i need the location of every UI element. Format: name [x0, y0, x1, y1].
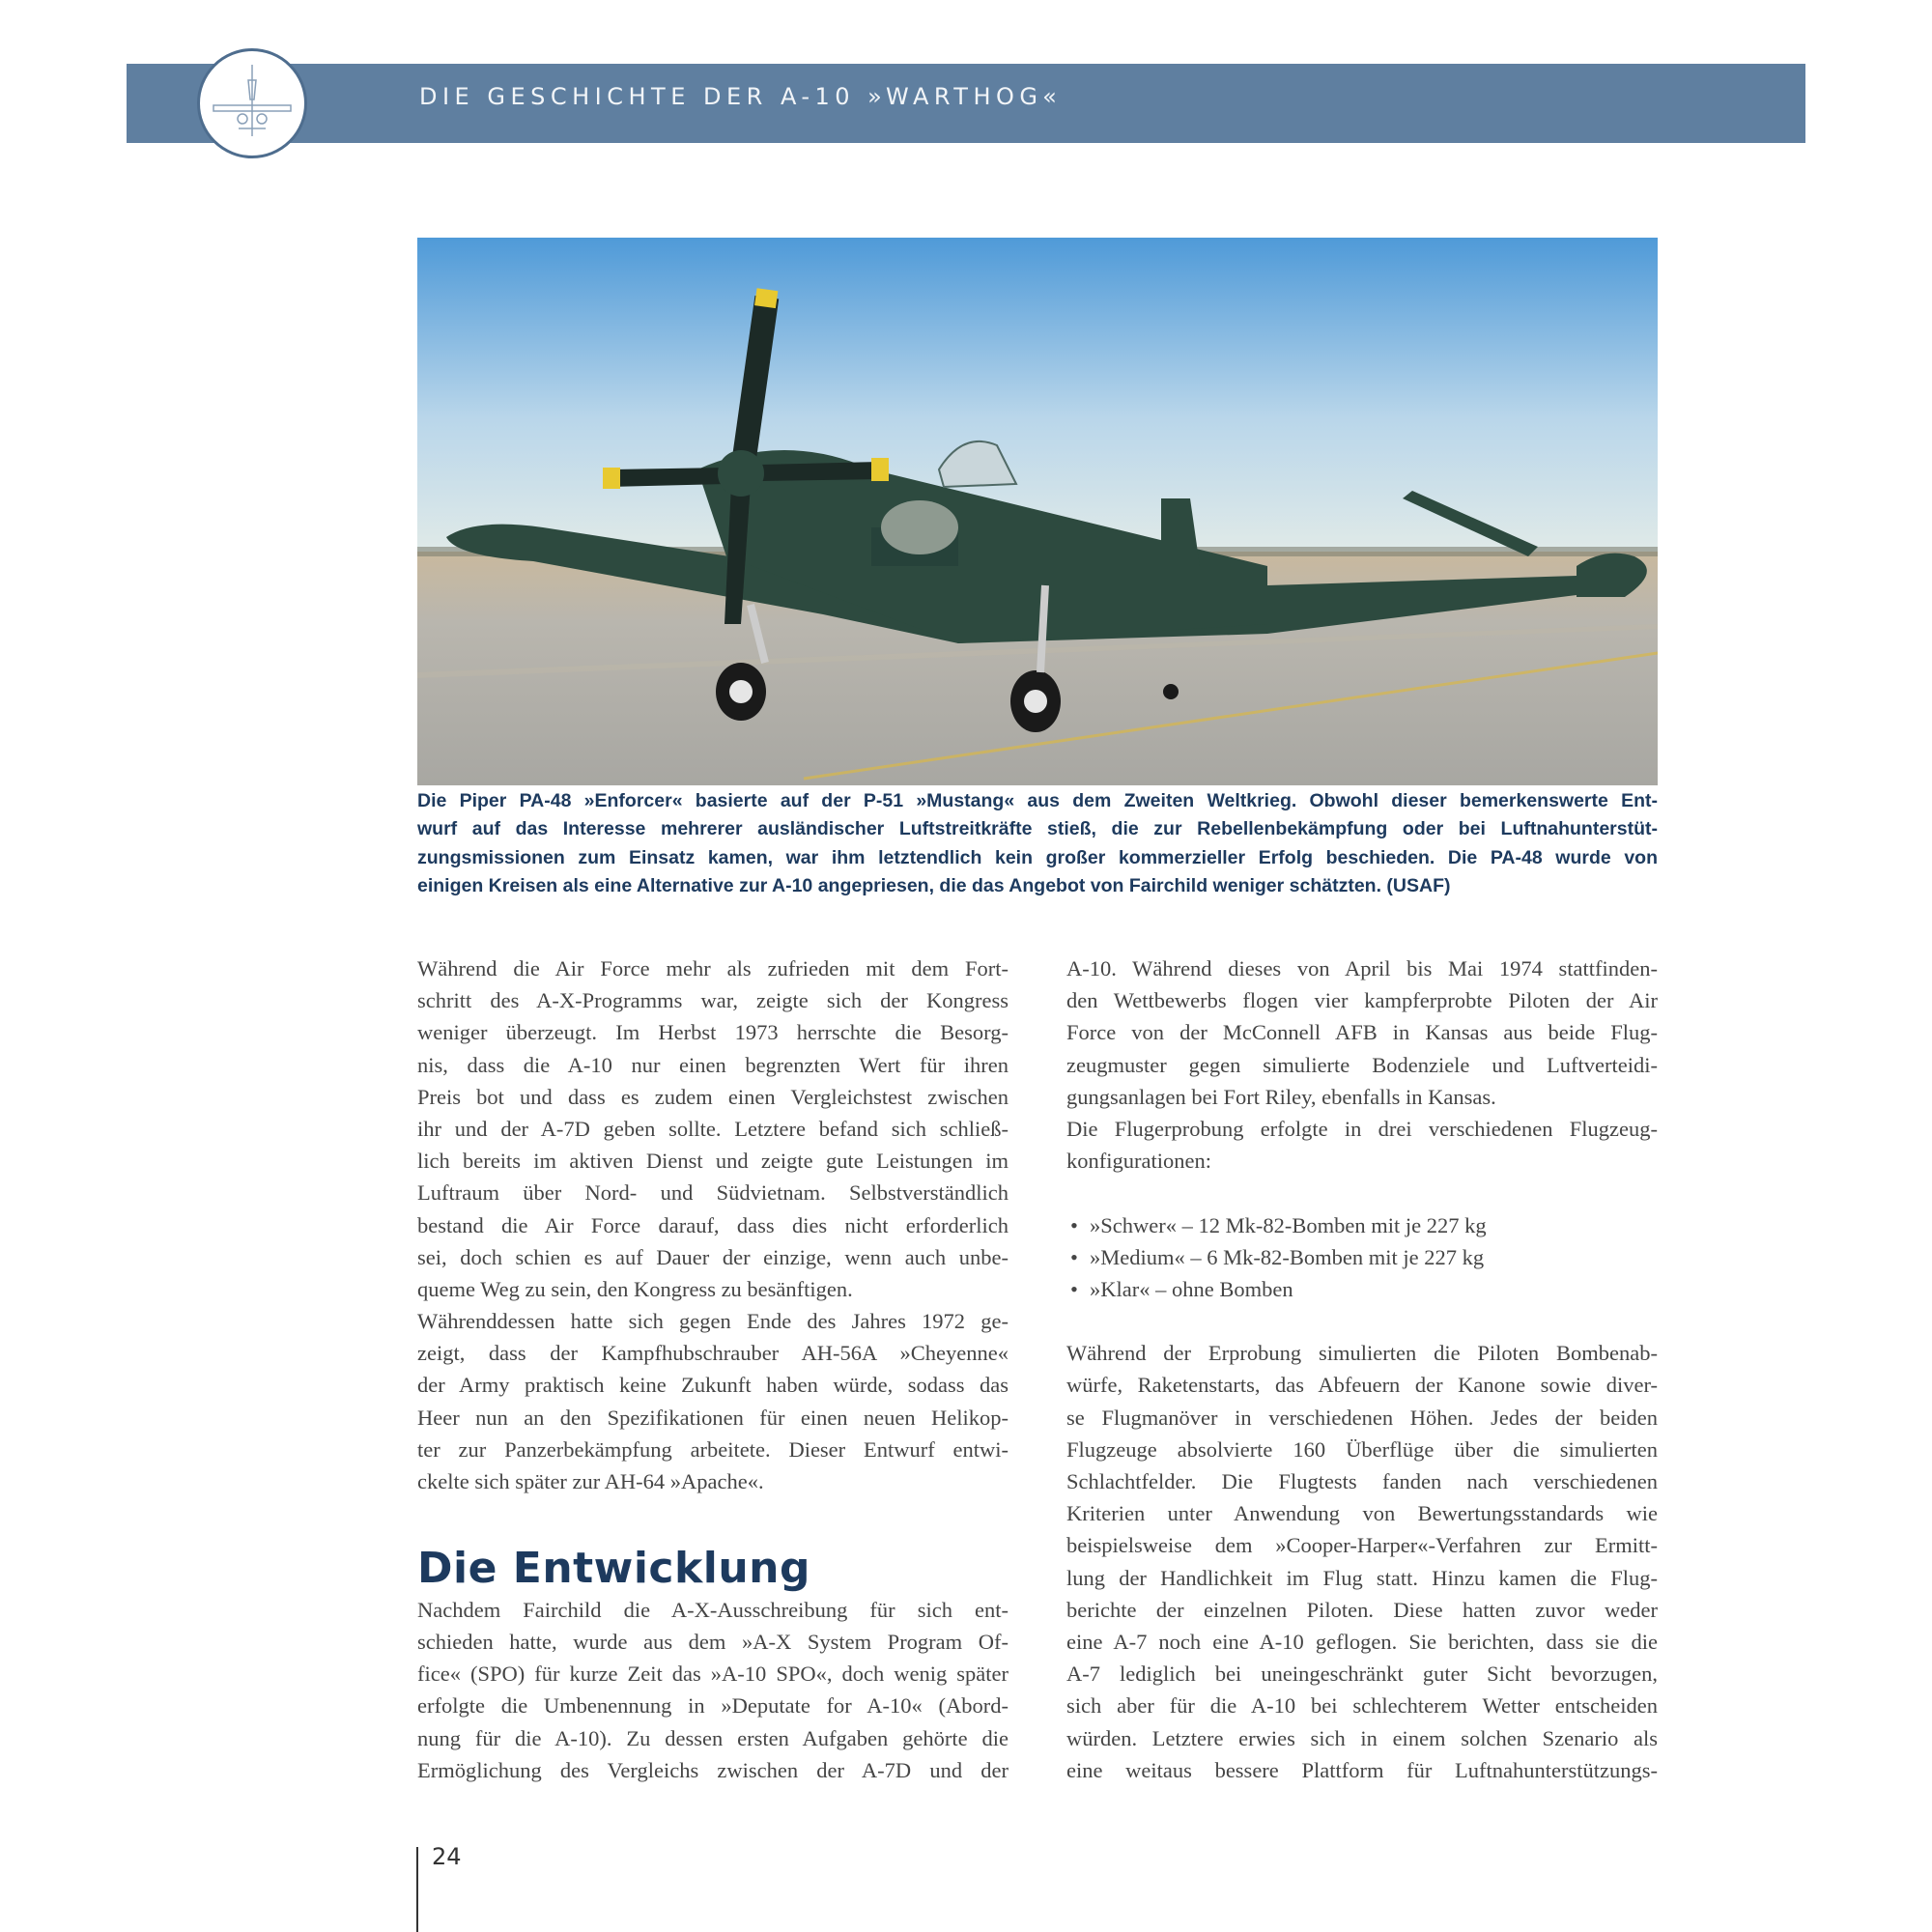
- caption-line: zungsmissionen zum Einsatz kamen, war ihm letztendlich kein großer kommerzieller Erfolg beschieden. Die PA-48 wurde von: [417, 846, 1658, 868]
- body-text-line: Währenddessen hatte sich gegen Ende des Jahres 1972 ge-: [417, 1309, 1009, 1334]
- a10-aircraft-emblem-icon: [197, 48, 307, 158]
- body-text-line: lich bereits im aktiven Dienst und zeigte gute Leistungen im: [417, 1149, 1009, 1174]
- body-text-line: Ermöglichung des Vergleichs zwischen der A-7D und der: [417, 1757, 1009, 1782]
- bullet-icon: •: [1070, 1276, 1078, 1301]
- body-text-line: beispielsweise dem »Cooper-Harper«-Verfahren zur Ermitt-: [1066, 1533, 1658, 1558]
- body-text-line: A-10. Während dieses von April bis Mai 1974 stattfinden-: [1066, 956, 1658, 980]
- body-text-line: Während die Air Force mehr als zufrieden mit dem Fort-: [417, 956, 1009, 980]
- body-text-line: lung der Handlichkeit im Flug statt. Hinzu kamen die Flug-: [1066, 1565, 1658, 1590]
- bullet-text: »Medium« – 6 Mk-82-Bomben mit je 227 kg: [1090, 1244, 1485, 1269]
- body-text-line: sei, doch schien es auf Dauer der einzige, wenn auch unbe-: [417, 1244, 1009, 1269]
- body-text-line: [1066, 1305, 1658, 1337]
- body-text-line: eine A-7 noch eine A-10 geflogen. Sie berichten, dass sie die: [1066, 1629, 1658, 1654]
- body-text-line: würfe, Raketenstarts, das Abfeuern der Kanone sowie diver-: [1066, 1373, 1658, 1398]
- body-text-line: bestand die Air Force darauf, dass dies nicht erforderlich: [417, 1212, 1009, 1237]
- piper-pa48-enforcer-photo: [417, 238, 1658, 785]
- section-heading: Die Entwicklung: [417, 1544, 810, 1593]
- body-text-line: Kriterien unter Anwendung von Bewertungsstandards wie: [1066, 1501, 1658, 1526]
- photo-caption: [417, 787, 1658, 900]
- body-text-line: A-7 lediglich bei uneingeschränkt guter Sicht bevorzugen,: [1066, 1662, 1658, 1687]
- bullet-list-item: [1066, 1209, 1658, 1241]
- body-text-line: gungsanlagen bei Fort Riley, ebenfalls in Kansas.: [1066, 1084, 1496, 1109]
- bullet-text: »Klar« – ohne Bomben: [1090, 1276, 1293, 1301]
- body-text-line: fice« (SPO) für kurze Zeit das »A-10 SPO«, doch wenig später: [417, 1662, 1009, 1687]
- caption-line: wurf auf das Interesse mehrerer ausländischer Luftstreitkräfte stieß, die zur Rebellenbekämpfung oder bei Luftnahunterstüt-: [417, 818, 1658, 840]
- body-text-line: der Army praktisch keine Zukunft haben würde, sodass das: [417, 1373, 1009, 1398]
- body-text-line: zeugmuster gegen simulierte Bodenziele und Luftverteidi-: [1066, 1052, 1658, 1077]
- body-text-line: se Flugmanöver in verschiedenen Höhen. Jedes der beiden: [1066, 1405, 1658, 1430]
- body-text-line: Die Flugerprobung erfolgte in drei verschiedenen Flugzeug-: [1066, 1116, 1658, 1141]
- body-text-line: ihr und der A-7D geben sollte. Letztere befand sich schließ-: [417, 1116, 1009, 1141]
- bullet-icon: •: [1070, 1244, 1078, 1269]
- caption-line: einigen Kreisen als eine Alternative zur A-10 angepriesen, die das Angebot von Fairchild weniger schätzten. (USAF): [417, 874, 1451, 896]
- body-text-line: queme Weg zu sein, den Kongress zu besänftigen.: [417, 1276, 853, 1301]
- body-text-line: [1066, 1177, 1658, 1208]
- body-text-line: Luftraum über Nord- und Südvietnam. Selbstverständlich: [417, 1180, 1009, 1206]
- body-text-line: nis, dass die A-10 nur einen begrenzten Wert für ihren: [417, 1052, 1009, 1077]
- bullet-list-item: [1066, 1241, 1658, 1273]
- bullet-icon: •: [1070, 1212, 1078, 1237]
- body-text-line: Schlachtfelder. Die Flugtests fanden nach verschiedenen: [1066, 1469, 1658, 1493]
- page-number: 24: [432, 1843, 462, 1870]
- body-text-line: Preis bot und dass es zudem einen Vergleichstest zwischen: [417, 1084, 1009, 1109]
- body-text-line: sich aber für die A-10 bei schlechterem Wetter entscheiden: [1066, 1693, 1658, 1719]
- body-text-line: schieden hatte, wurde aus dem »A-X System Program Of-: [417, 1629, 1009, 1654]
- body-text-line: konfigurationen:: [1066, 1149, 1211, 1174]
- caption-line: Die Piper PA-48 »Enforcer« basierte auf der P-51 »Mustang« aus dem Zweiten Weltkrieg. Obwohl dieser bemerkenswerte Ent-: [417, 790, 1658, 811]
- body-text-line: würden. Letztere erwies sich in einem solchen Szenario als: [1066, 1725, 1658, 1750]
- body-text-line: berichte der einzelnen Piloten. Diese hatten zuvor weder: [1066, 1597, 1658, 1622]
- body-text-line: ckelte sich später zur AH-64 »Apache«.: [417, 1469, 764, 1493]
- body-text-line: ter zur Panzerbekämpfung arbeitete. Dieser Entwurf entwi-: [417, 1436, 1009, 1462]
- body-text-line: Nachdem Fairchild die A-X-Ausschreibung für sich ent-: [417, 1597, 1009, 1622]
- body-text-line: zeigt, dass der Kampfhubschrauber AH-56A »Cheyenne«: [417, 1341, 1009, 1366]
- body-text-line: Flugzeuge absolvierte 160 Überflüge über die simulierten: [1066, 1436, 1658, 1462]
- body-column-left: [417, 952, 1009, 1786]
- body-text-line: Heer nun an den Spezifikationen für einen neuen Helikop-: [417, 1405, 1009, 1430]
- body-text-line: [417, 1497, 1009, 1529]
- body-text-line: den Wettbewerbs flogen vier kampferprobte Piloten der Air: [1066, 988, 1658, 1013]
- bullet-list-item: [1066, 1273, 1658, 1305]
- running-header-title: DIE GESCHICHTE DER A-10 »WARTHOG«: [419, 83, 1063, 110]
- body-text-line: erfolgte die Umbenennung in »Deputate for A-10« (Abord-: [417, 1693, 1009, 1719]
- body-text-line: Während der Erprobung simulierten die Piloten Bombenab-: [1066, 1341, 1658, 1366]
- body-text-line: schritt des A-X-Programms war, zeigte sich der Kongress: [417, 988, 1009, 1013]
- body-text-line: eine weitaus bessere Plattform für Luftnahunterstützungs-: [1066, 1757, 1658, 1782]
- bullet-text: »Schwer« – 12 Mk-82-Bomben mit je 227 kg: [1090, 1212, 1487, 1237]
- body-column-right: [1066, 952, 1658, 1786]
- page-number-rule: [416, 1847, 418, 1932]
- body-text-line: nung für die A-10). Zu dessen ersten Aufgaben gehörte die: [417, 1725, 1009, 1750]
- body-text-line: Force von der McConnell AFB in Kansas aus beide Flug-: [1066, 1020, 1658, 1045]
- body-text-line: weniger überzeugt. Im Herbst 1973 herrschte die Besorg-: [417, 1020, 1009, 1045]
